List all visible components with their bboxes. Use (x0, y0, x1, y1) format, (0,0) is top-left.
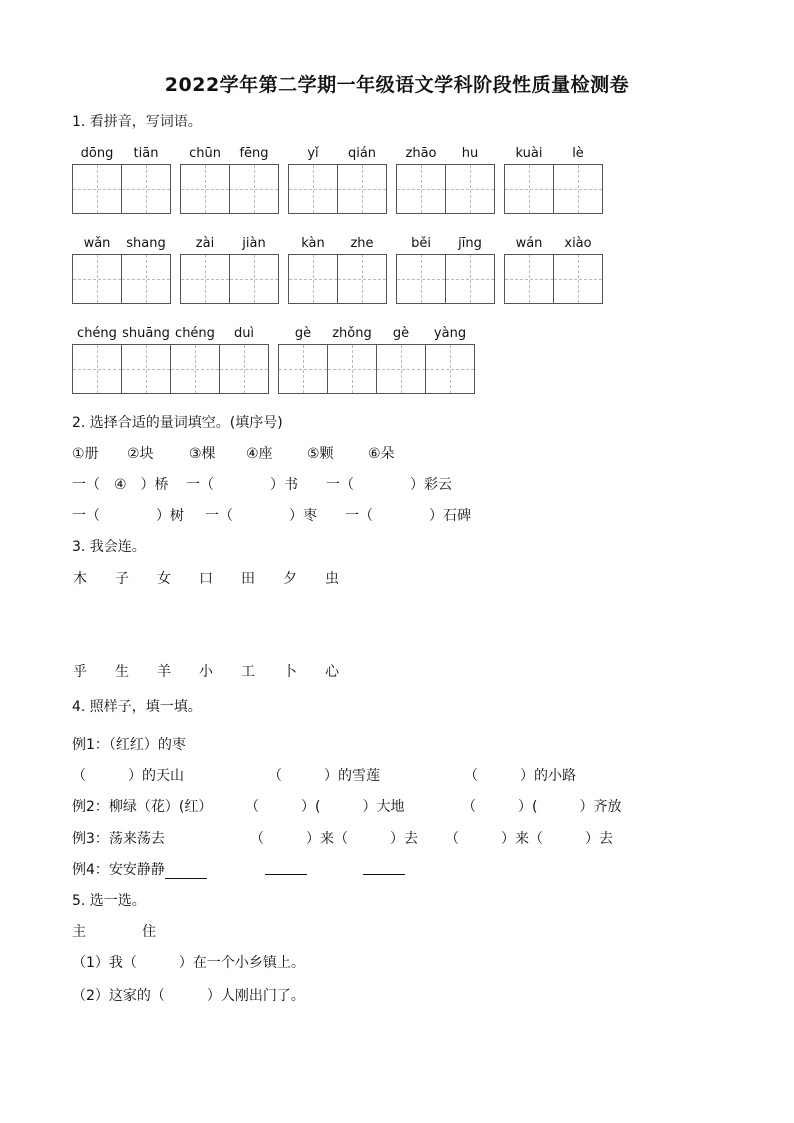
char[interactable]: 口 (199, 571, 213, 587)
sentence-1: （1）我（ ）在一个小乡镇上。 (72, 955, 305, 971)
answer-blank[interactable] (363, 860, 405, 875)
pinyin: wǎn (83, 236, 111, 251)
pinyin: jīng (458, 236, 482, 251)
writing-cell[interactable] (170, 344, 220, 394)
pinyin: chéng (175, 326, 215, 341)
writing-cell[interactable] (121, 254, 171, 304)
pinyin: chéng (77, 326, 117, 341)
char[interactable]: 田 (241, 571, 255, 587)
question-2-label: 2. 选择合适的量词填空。(填序号) (72, 415, 283, 431)
pinyin: shang (126, 236, 166, 251)
pinyin: jiàn (242, 236, 266, 251)
example-1: 例1：（红红）的枣 (72, 737, 186, 753)
pinyin: zhe (350, 236, 374, 251)
pinyin: yàng (433, 326, 467, 341)
option: ⑤颗 (307, 446, 334, 462)
answer-blank[interactable] (165, 864, 207, 879)
writing-cell[interactable] (376, 344, 426, 394)
writing-cell[interactable] (121, 164, 171, 214)
pinyin: xiào (564, 236, 592, 251)
fill-blank: （ ）( ）大地 (245, 799, 405, 815)
fill-blank: （ ）的雪莲 (268, 768, 380, 784)
question-1-label: 1. 看拼音，写词语。 (72, 114, 202, 130)
page-title: 2022学年第二学期一年级语文学科阶段性质量检测卷 (164, 74, 630, 96)
writing-cell[interactable] (553, 164, 603, 214)
fill-blank: 一（ ）彩云 (326, 477, 452, 493)
pinyin: zhāo (405, 146, 437, 161)
example-4 (72, 859, 207, 879)
pinyin: lè (572, 146, 584, 161)
fill-blank: （ ）来（ ）去 (250, 831, 418, 847)
answer-blank-wrap (265, 859, 307, 875)
fill-blank: （ ）来（ ）去 (445, 831, 613, 847)
pinyin: yǐ (307, 146, 319, 161)
char[interactable]: 心 (325, 664, 339, 680)
fill-blank: 一（ ）树 (72, 508, 184, 524)
sentence-2: （2）这家的（ ）人刚出门了。 (72, 988, 305, 1004)
char[interactable]: 乎 (73, 664, 87, 680)
fill-blank: 一（ ）书 (186, 477, 298, 493)
pinyin: kuài (515, 146, 543, 161)
question-3-label: 3. 我会连。 (72, 539, 146, 555)
choice: 主 (72, 924, 86, 940)
writing-cell[interactable] (337, 164, 387, 214)
char[interactable]: 小 (199, 664, 213, 680)
writing-cell[interactable] (504, 254, 554, 304)
example-3: 例3：荡来荡去 (72, 831, 165, 847)
pinyin: kàn (301, 236, 325, 251)
writing-cell[interactable] (337, 254, 387, 304)
fill-blank: （ ）的天山 (72, 768, 184, 784)
writing-cell[interactable] (229, 254, 279, 304)
example-2: 例2：柳绿（花）(红） (72, 799, 213, 815)
answer-blank-wrap (363, 859, 405, 875)
writing-cell[interactable] (180, 164, 230, 214)
question-4-label: 4. 照样子，填一填。 (72, 699, 202, 715)
pinyin: tiān (133, 146, 159, 161)
choice: 住 (142, 924, 156, 940)
writing-cell[interactable] (504, 164, 554, 214)
writing-cell[interactable] (327, 344, 377, 394)
writing-cell[interactable] (72, 344, 122, 394)
writing-cell[interactable] (121, 344, 171, 394)
writing-cell[interactable] (288, 164, 338, 214)
option: ④座 (246, 446, 273, 462)
pinyin: gè (294, 326, 312, 341)
char[interactable]: 工 (241, 664, 255, 680)
writing-cell[interactable] (553, 254, 603, 304)
question-5-label: 5. 选一选。 (72, 893, 146, 909)
answer-blank[interactable] (265, 860, 307, 875)
option: ③棵 (189, 446, 216, 462)
writing-cell[interactable] (396, 164, 446, 214)
fill-blank: 一（ ）枣 (205, 508, 317, 524)
pinyin: dōng (80, 146, 114, 161)
char[interactable]: 女 (157, 571, 171, 587)
writing-cell[interactable] (396, 254, 446, 304)
fill-blank: （ ）( ）齐放 (462, 799, 622, 815)
writing-cell[interactable] (219, 344, 269, 394)
char[interactable]: 虫 (325, 571, 339, 587)
example-4-text: 例4：安安静静 (72, 862, 165, 878)
option: ⑥朵 (368, 446, 395, 462)
fill-blank: （ ）的小路 (464, 768, 576, 784)
pinyin: fēng (239, 146, 269, 161)
option: ①册 (72, 446, 99, 462)
pinyin: chūn (189, 146, 221, 161)
char[interactable]: 生 (115, 664, 129, 680)
char[interactable]: 木 (73, 571, 87, 587)
pinyin: qián (347, 146, 377, 161)
writing-cell[interactable] (278, 344, 328, 394)
pinyin: zhǒng (332, 326, 372, 341)
fill-blank: 一（ ）石碑 (345, 508, 471, 524)
pinyin: hu (461, 146, 479, 161)
char[interactable]: 卜 (283, 664, 297, 680)
writing-cell[interactable] (180, 254, 230, 304)
writing-cell[interactable] (229, 164, 279, 214)
pinyin: zài (195, 236, 215, 251)
option: ②块 (127, 446, 154, 462)
writing-cell[interactable] (445, 254, 495, 304)
char[interactable]: 夕 (283, 571, 297, 587)
writing-cell[interactable] (425, 344, 475, 394)
char[interactable]: 子 (115, 571, 129, 587)
pinyin: běi (411, 236, 431, 251)
writing-cell[interactable] (72, 164, 122, 214)
pinyin: duì (233, 326, 255, 341)
writing-cell[interactable] (445, 164, 495, 214)
char[interactable]: 羊 (157, 664, 171, 680)
writing-cell[interactable] (288, 254, 338, 304)
writing-cell[interactable] (72, 254, 122, 304)
pinyin: gè (392, 326, 410, 341)
pinyin: shuāng (122, 326, 170, 341)
fill-blank: 一（ ④ ）桥 (72, 477, 169, 493)
pinyin: wán (515, 236, 543, 251)
